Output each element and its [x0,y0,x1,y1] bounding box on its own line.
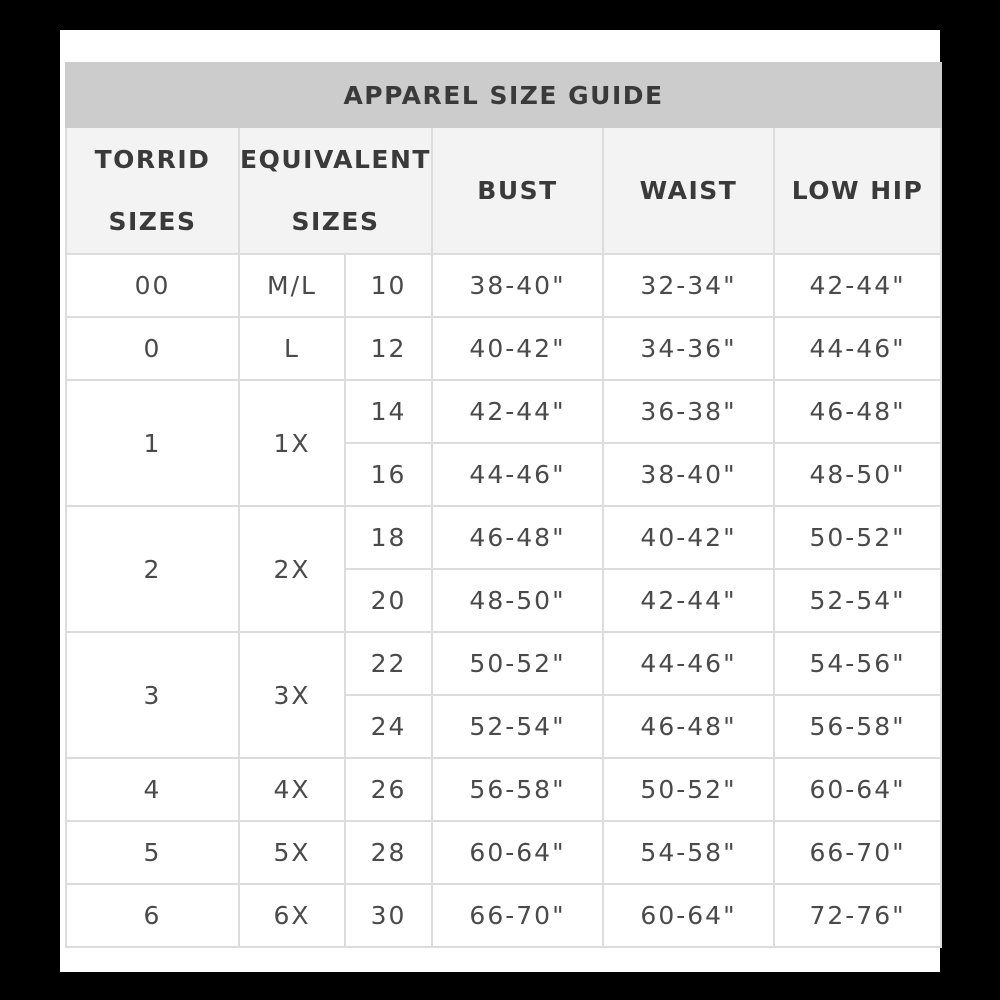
table-row [66,632,941,695]
torrid-size-cell: 4 [66,758,239,821]
torrid-size-cell: 00 [66,254,239,317]
header-bust: BUST [432,127,603,254]
waist-cell: 46-48" [603,695,774,758]
waist-cell: 36-38" [603,380,774,443]
bust-cell: 50-52" [432,632,603,695]
low-hip-cell: 72-76" [774,884,941,947]
waist-cell: 50-52" [603,758,774,821]
bust-cell: 42-44" [432,380,603,443]
letter-size-cell: 5X [239,821,345,884]
waist-cell: 60-64" [603,884,774,947]
table-row [66,380,941,443]
numeric-size-cell: 12 [345,317,432,380]
numeric-size-cell: 30 [345,884,432,947]
table-row [66,821,941,884]
header-equivalent-sizes [239,127,432,254]
waist-cell: 40-42" [603,506,774,569]
header-waist: WAIST [603,127,774,254]
numeric-size-cell: 28 [345,821,432,884]
letter-size-cell: 1X [239,380,345,506]
torrid-size-cell: 3 [66,632,239,758]
bust-cell: 60-64" [432,821,603,884]
torrid-size-cell: 0 [66,317,239,380]
numeric-size-cell: 24 [345,695,432,758]
torrid-size-cell: 5 [66,821,239,884]
letter-size-cell: M/L [239,254,345,317]
letter-size-cell: 6X [239,884,345,947]
bust-cell: 46-48" [432,506,603,569]
low-hip-cell: 42-44" [774,254,941,317]
low-hip-cell: 48-50" [774,443,941,506]
table-row [66,254,941,317]
bust-cell: 40-42" [432,317,603,380]
waist-cell: 32-34" [603,254,774,317]
torrid-size-cell: 1 [66,380,239,506]
table-row [66,884,941,947]
bust-cell: 56-58" [432,758,603,821]
bust-cell: 66-70" [432,884,603,947]
bust-cell: 52-54" [432,695,603,758]
torrid-size-cell: 6 [66,884,239,947]
numeric-size-cell: 26 [345,758,432,821]
table-row [66,317,941,380]
letter-size-cell: 3X [239,632,345,758]
letter-size-cell: 2X [239,506,345,632]
header-torrid-line1: TORRID [94,144,211,174]
numeric-size-cell: 10 [345,254,432,317]
low-hip-cell: 56-58" [774,695,941,758]
waist-cell: 44-46" [603,632,774,695]
bust-cell: 48-50" [432,569,603,632]
numeric-size-cell: 22 [345,632,432,695]
header-torrid-sizes [66,127,239,254]
low-hip-cell: 44-46" [774,317,941,380]
numeric-size-cell: 14 [345,380,432,443]
numeric-size-cell: 18 [345,506,432,569]
low-hip-cell: 60-64" [774,758,941,821]
torrid-size-cell: 2 [66,506,239,632]
letter-size-cell: 4X [239,758,345,821]
table-row [66,758,941,821]
waist-cell: 54-58" [603,821,774,884]
waist-cell: 38-40" [603,443,774,506]
low-hip-cell: 52-54" [774,569,941,632]
numeric-size-cell: 20 [345,569,432,632]
low-hip-cell: 50-52" [774,506,941,569]
table-title-row [66,63,941,127]
waist-cell: 42-44" [603,569,774,632]
numeric-size-cell: 16 [345,443,432,506]
bust-cell: 44-46" [432,443,603,506]
low-hip-cell: 66-70" [774,821,941,884]
waist-cell: 34-36" [603,317,774,380]
bust-cell: 38-40" [432,254,603,317]
low-hip-cell: 54-56" [774,632,941,695]
low-hip-cell: 46-48" [774,380,941,443]
letter-size-cell: L [239,317,345,380]
header-equiv-line1: EQUIVALENT [240,144,431,174]
table-title: APPAREL SIZE GUIDE [66,63,941,127]
size-guide-table [65,62,942,948]
column-header-row [66,127,941,254]
header-equiv-line2: SIZES [291,206,380,236]
header-torrid-line2: SIZES [108,206,197,236]
header-low-hip: LOW HIP [774,127,941,254]
table-row [66,506,941,569]
